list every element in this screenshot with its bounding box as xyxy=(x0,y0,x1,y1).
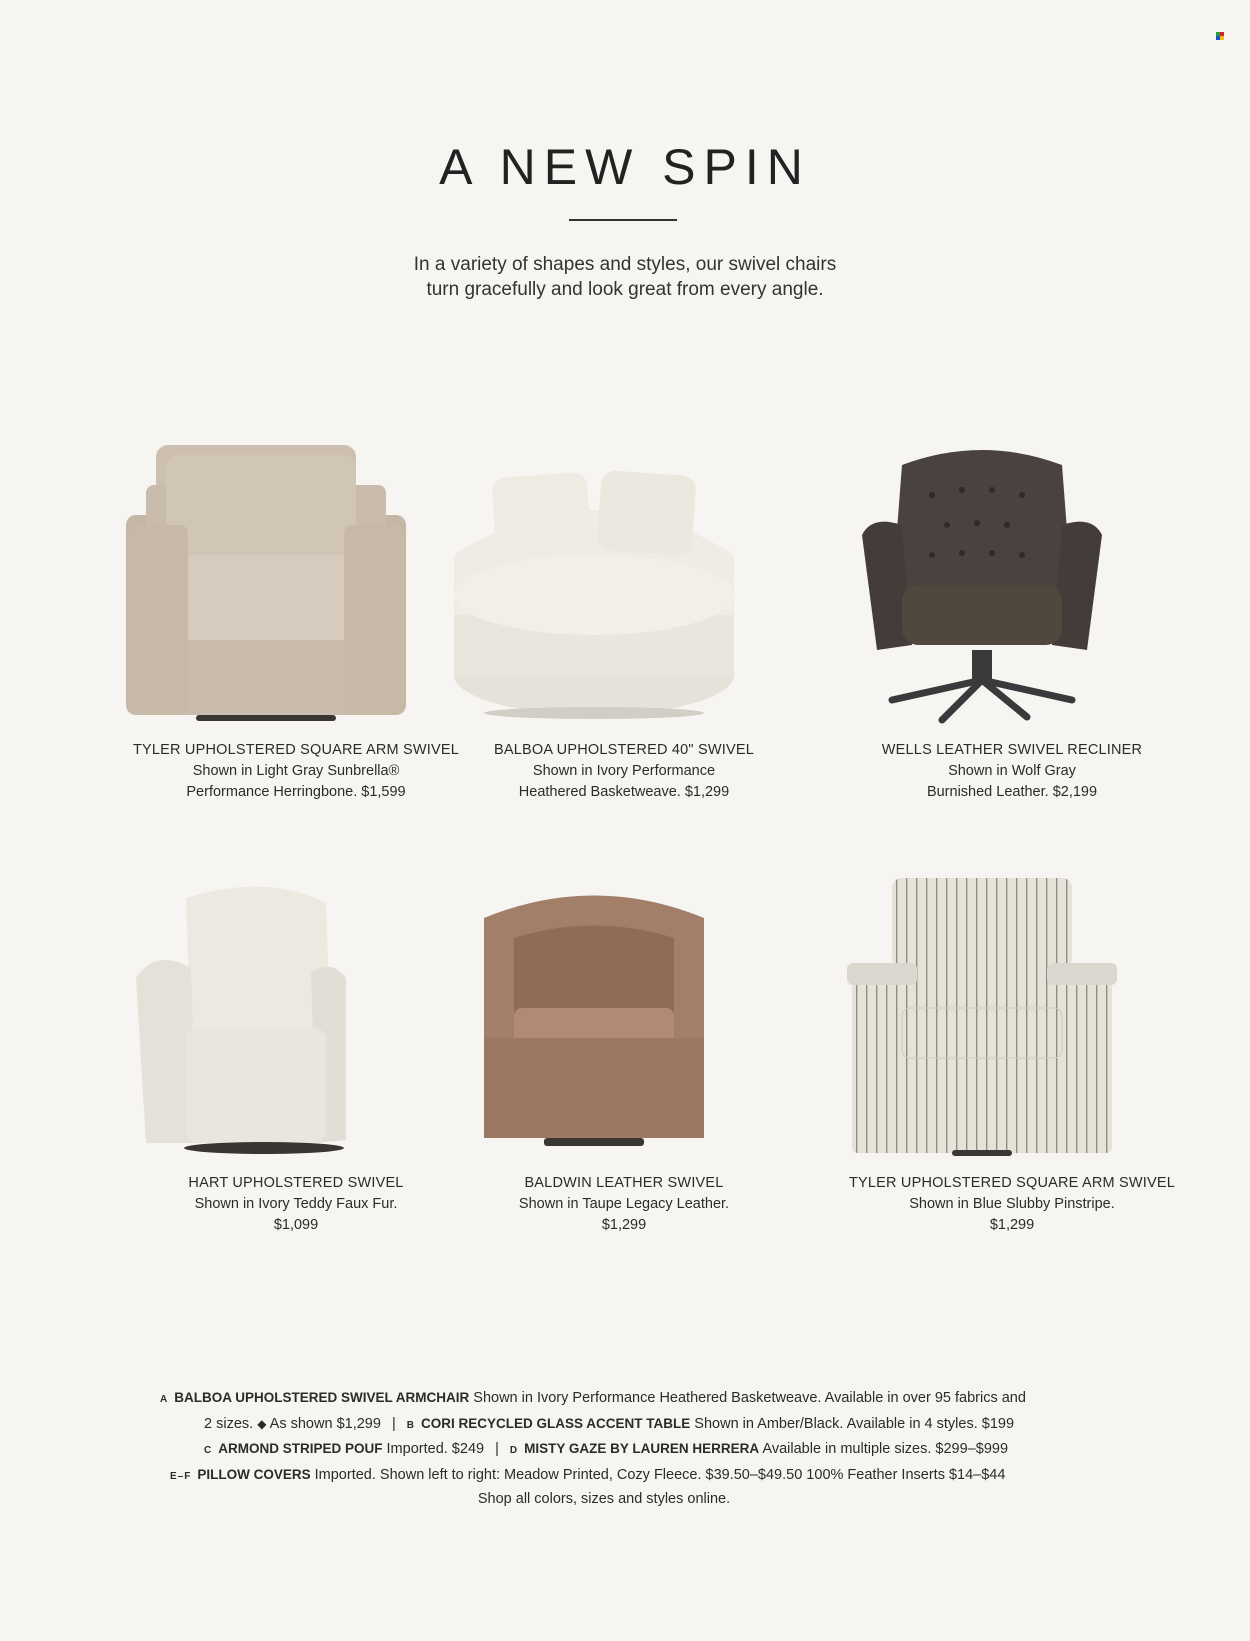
intro-text xyxy=(325,252,925,302)
separator: | xyxy=(391,1415,396,1432)
product-detail-price: Heathered Basketweave. $1,299 xyxy=(518,784,730,800)
product-caption xyxy=(116,740,476,803)
product-card-wells-recliner[interactable] xyxy=(832,445,1192,803)
product-detail: Shown in Ivory Performance xyxy=(532,763,716,779)
product-detail: Shown in Blue Slubby Pinstripe. xyxy=(909,1196,1115,1212)
product-name: WELLS LEATHER SWIVEL RECLINER xyxy=(881,742,1143,758)
product-photo-tyler-pinstripe xyxy=(832,878,1132,1158)
footnote-letter: A xyxy=(160,1394,169,1405)
footnote-product-name: ARMOND STRIPED POUF xyxy=(218,1441,383,1456)
product-caption xyxy=(116,1173,476,1236)
footnote-product-name: BALBOA UPHOLSTERED SWIVEL ARMCHAIR xyxy=(174,1390,470,1405)
product-photo-hart xyxy=(116,878,416,1158)
product-name: TYLER UPHOLSTERED SQUARE ARM SWIVEL xyxy=(132,742,460,758)
footnote-e-f xyxy=(160,1463,1100,1489)
product-card-hart[interactable] xyxy=(116,878,476,1236)
product-caption xyxy=(832,1173,1192,1236)
product-detail-price: Performance Herringbone. $1,599 xyxy=(186,784,406,800)
footnote-letter: C xyxy=(204,1445,213,1456)
footnote-letter: E–F xyxy=(170,1470,192,1482)
footnote-price: As shown $1,299 xyxy=(269,1415,381,1432)
product-caption xyxy=(444,1173,804,1236)
footnote-letter: B xyxy=(406,1419,415,1431)
footnote-text: 2 sizes. xyxy=(204,1415,254,1432)
footnote-product-name: CORI RECYCLED GLASS ACCENT TABLE xyxy=(421,1415,691,1431)
product-photo-tyler-taupe xyxy=(116,445,416,725)
footnote-text: Shown in Ivory Performance Heathered Basketweave. Available in over 95 fabrics and xyxy=(473,1390,1026,1406)
intro-line-2: turn gracefully and look great from every angle. xyxy=(426,279,824,300)
product-caption xyxy=(832,740,1192,803)
product-detail: Shown in Ivory Teddy Faux Fur. xyxy=(194,1196,398,1212)
product-name: BALDWIN LEATHER SWIVEL xyxy=(524,1175,724,1191)
footnote-closing: Shop all colors, sizes and styles online. xyxy=(477,1491,731,1507)
footnote-product-name: MISTY GAZE BY LAUREN HERRERA xyxy=(524,1441,760,1456)
footnote-text: Shown in Amber/Black. Available in 4 styles. $199 xyxy=(694,1415,1015,1432)
footnotes xyxy=(160,1386,1100,1512)
product-name: HART UPHOLSTERED SWIVEL xyxy=(188,1175,404,1191)
footnote-c-d xyxy=(160,1437,1100,1463)
product-card-baldwin[interactable] xyxy=(444,878,804,1236)
title-divider xyxy=(569,219,677,221)
separator: | xyxy=(495,1441,499,1457)
product-card-tyler-taupe[interactable] xyxy=(116,445,476,803)
footnote-text: Imported. Shown left to right: Meadow Printed, Cozy Fleece. $39.50–$49.50 100% Feather Inserts $14–$44 xyxy=(314,1466,1006,1483)
product-detail: Shown in Wolf Gray xyxy=(948,763,1076,779)
footnote-product-name: PILLOW COVERS xyxy=(197,1466,311,1482)
product-card-balboa[interactable] xyxy=(444,445,804,803)
product-photo-wells-recliner xyxy=(832,445,1132,725)
truck-icon: ◆ xyxy=(257,1416,267,1431)
footnote-letter: D xyxy=(509,1445,519,1456)
footnote-a xyxy=(160,1386,1100,1412)
footnote-text: Imported. $249 xyxy=(386,1441,485,1457)
product-name: TYLER UPHOLSTERED SQUARE ARM SWIVEL xyxy=(848,1175,1176,1191)
product-photo-balboa xyxy=(444,445,744,725)
product-photo-baldwin xyxy=(444,878,744,1158)
product-detail-price: $1,099 xyxy=(273,1217,319,1233)
product-card-tyler-pinstripe[interactable] xyxy=(832,878,1192,1236)
product-detail-price: Burnished Leather. $2,199 xyxy=(926,784,1098,800)
corner-color-mark xyxy=(1216,32,1224,40)
product-detail-price: $1,299 xyxy=(989,1217,1035,1233)
product-detail-price: $1,299 xyxy=(601,1217,647,1233)
product-detail: Shown in Light Gray Sunbrella® xyxy=(192,763,400,779)
footnote-text: Available in multiple sizes. $299–$999 xyxy=(762,1441,1009,1457)
footnote-a-b xyxy=(160,1412,1100,1438)
page-title: A NEW SPIN xyxy=(439,139,811,195)
product-detail: Shown in Taupe Legacy Leather. xyxy=(518,1196,730,1212)
intro-line-1: In a variety of shapes and styles, our swivel chairs xyxy=(413,254,837,275)
product-name: BALBOA UPHOLSTERED 40" SWIVEL xyxy=(494,742,754,758)
product-caption xyxy=(444,740,804,803)
